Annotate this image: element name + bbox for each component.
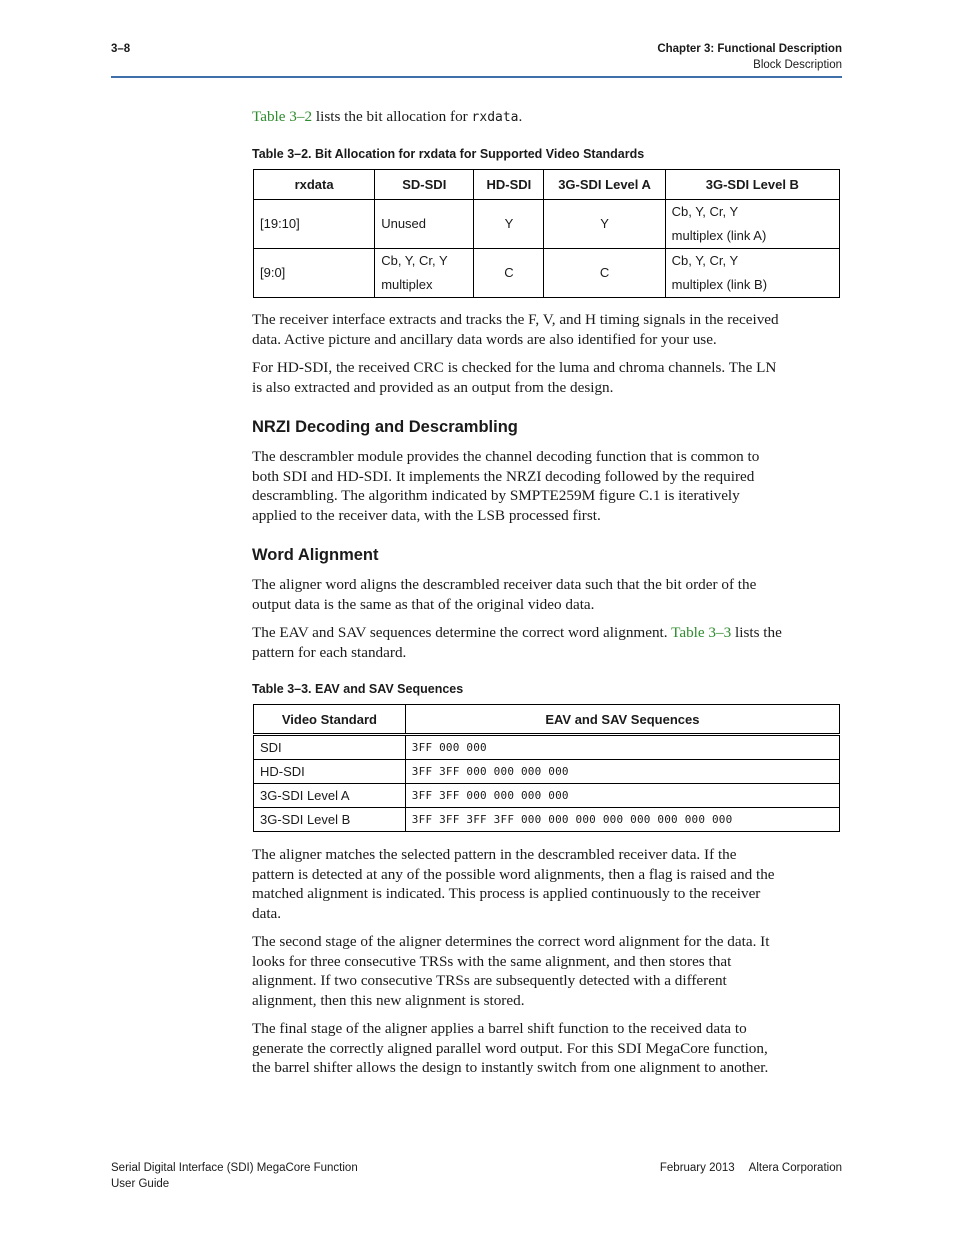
text-line: For HD-SDI, the received CRC is checked for the luma and chroma channels. The LN <box>252 359 777 376</box>
cell-line: multiplex <box>381 277 433 292</box>
word-alignment-heading: Word Alignment <box>252 546 379 564</box>
cell-standard: 3G-SDI Level A <box>254 784 406 808</box>
intro-end: . <box>518 108 523 125</box>
text-line: descrambling. The algorithm indicated by SMPTE259M figure C.1 is iteratively <box>252 487 740 505</box>
text-line: the barrel shifter allows the design to instantly switch from one alignment to another. <box>252 1059 769 1077</box>
cell-hd-sdi: Y <box>474 200 544 249</box>
final-stage-paragraph <box>252 1019 768 1078</box>
page-number: 3–8 <box>111 43 131 55</box>
text-line: The aligner matches the selected pattern in the descrambled receiver data. If the <box>252 846 737 863</box>
table-row <box>254 784 840 808</box>
nrzi-paragraph <box>252 447 759 525</box>
table-row <box>254 760 840 784</box>
intro-paragraph <box>252 107 522 128</box>
cell-hd-sdi: C <box>474 249 544 298</box>
col-header-3g-level-b: 3G-SDI Level B <box>665 170 839 200</box>
footer-line: Serial Digital Interface (SDI) MegaCore Function <box>111 1162 358 1174</box>
text-run: The EAV and SAV sequences determine the correct word alignment. <box>252 624 672 641</box>
table-header-row <box>254 705 840 735</box>
text-line: matched alignment is indicated. This process is applied continuously to the receiver <box>252 885 761 903</box>
footer-right <box>660 1160 842 1176</box>
cell-line: Cb, Y, Cr, Y <box>381 253 448 268</box>
text-line: data. Active picture and ancillary data words are also identified for your use. <box>252 330 717 348</box>
second-stage-paragraph <box>252 932 769 1010</box>
text-line: applied to the receiver data, with the LSB processed first. <box>252 506 601 524</box>
table-row <box>254 249 840 298</box>
col-header-eav-sav: EAV and SAV Sequences <box>405 705 839 735</box>
cell-3g-level-b <box>665 249 839 298</box>
cell-sequence: 3FF 000 000 <box>405 735 839 760</box>
text-line: output data is the same as that of the original video data. <box>252 595 595 613</box>
text-line: is also extracted and provided as an output from the design. <box>252 378 614 396</box>
text-line: alignment, then this new alignment is stored. <box>252 991 525 1009</box>
text-line: generate the correctly aligned parallel word output. For this SDI MegaCore function, <box>252 1039 768 1057</box>
text-line: The aligner word aligns the descrambled receiver data such that the bit order of the <box>252 576 757 593</box>
footer-line: User Guide <box>111 1178 170 1190</box>
text-line: The final stage of the aligner applies a barrel shift function to the received data to <box>252 1020 747 1037</box>
matching-paragraph <box>252 845 775 923</box>
eav-sav-table <box>253 704 840 832</box>
receiver-paragraph <box>252 310 779 349</box>
footer-company: Altera Corporation <box>748 1162 842 1174</box>
text-line: pattern for each standard. <box>252 643 407 661</box>
chapter-title: Chapter 3: Functional Description <box>657 43 842 55</box>
table-header-row <box>254 170 840 200</box>
text-line: The descrambler module provides the channel decoding function that is common to <box>252 448 760 465</box>
bit-allocation-table <box>253 169 840 298</box>
cell-standard: HD-SDI <box>254 760 406 784</box>
cell-sequence: 3FF 3FF 000 000 000 000 <box>405 784 839 808</box>
cell-sequence: 3FF 3FF 3FF 3FF 000 000 000 000 000 000 000 000 <box>405 808 839 832</box>
cell-sd-sdi: Unused <box>375 200 474 249</box>
cell-sequence: 3FF 3FF 000 000 000 000 <box>405 760 839 784</box>
col-header-3g-level-a: 3G-SDI Level A <box>544 170 665 200</box>
text-line: alignment. If two consecutive TRSs are subsequently detected with a different <box>252 972 727 990</box>
cell-rxdata: [19:10] <box>254 200 375 249</box>
cell-3g-level-a: C <box>544 249 665 298</box>
footer-title <box>111 1160 358 1192</box>
nrzi-heading: NRZI Decoding and Descrambling <box>252 418 518 436</box>
cell-line: Cb, Y, Cr, Y <box>671 204 739 219</box>
text-line: data. <box>252 904 282 922</box>
table-3-2-link[interactable]: Table 3–2 <box>252 108 313 125</box>
eav-sav-paragraph <box>252 623 782 662</box>
text-line: both SDI and HD-SDI. It implements the NRZI decoding followed by the required <box>252 467 755 485</box>
col-header-video-standard: Video Standard <box>254 705 406 735</box>
table-3-3-link[interactable]: Table 3–3 <box>671 624 732 641</box>
hd-sdi-paragraph <box>252 358 776 397</box>
cell-standard: 3G-SDI Level B <box>254 808 406 832</box>
text-line: The second stage of the aligner determines the correct word alignment for the data. It <box>252 933 770 950</box>
table-3-2-caption: Table 3–2. Bit Allocation for rxdata for Supported Video Standards <box>252 147 645 161</box>
cell-line: Cb, Y, Cr, Y <box>671 253 739 268</box>
col-header-sd-sdi: SD-SDI <box>375 170 474 200</box>
table-row <box>254 735 840 760</box>
cell-standard: SDI <box>254 735 406 760</box>
text-line: pattern is detected at any of the possible word alignments, then a flag is raised and the <box>252 865 775 883</box>
aligner-paragraph <box>252 575 756 614</box>
text-run: lists the <box>731 624 782 641</box>
cell-line: multiplex (link B) <box>671 277 768 292</box>
cell-sd-sdi <box>375 249 474 298</box>
header-rule <box>111 76 842 78</box>
table-row <box>254 808 840 832</box>
footer-date: February 2013 <box>659 1162 735 1174</box>
text-line: looks for three consecutive TRSs with the same alignment, and then stores that <box>252 952 732 970</box>
col-header-hd-sdi: HD-SDI <box>474 170 544 200</box>
text-line <box>252 623 782 643</box>
col-header-rxdata: rxdata <box>254 170 375 200</box>
table-3-3-caption: Table 3–3. EAV and SAV Sequences <box>252 682 464 696</box>
table-row <box>254 200 840 249</box>
section-title: Block Description <box>753 59 842 71</box>
intro-text: lists the bit allocation for <box>312 108 472 125</box>
cell-rxdata: [9:0] <box>254 249 375 298</box>
cell-line: multiplex (link A) <box>671 228 767 243</box>
cell-3g-level-a: Y <box>544 200 665 249</box>
rxdata-code: rxdata <box>471 110 519 125</box>
text-line: The receiver interface extracts and tracks the F, V, and H timing signals in the received <box>252 311 779 328</box>
cell-3g-level-b <box>665 200 839 249</box>
